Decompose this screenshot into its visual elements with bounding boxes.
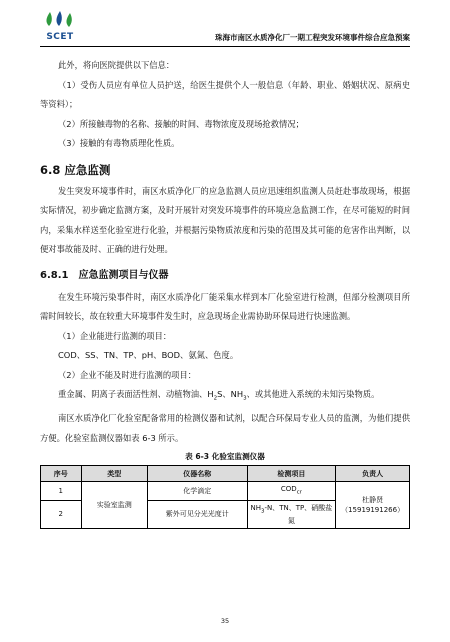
logo-text: SCET [46, 32, 74, 42]
table-header-cell: 仪器名称 [147, 466, 247, 482]
table-cell-item: $NH_3-N$、TN、TP、硝酸盐氮 [247, 500, 336, 528]
table-cell-no: 1 [41, 482, 82, 500]
section-heading-6-8-1: 6.8.1 应急监测项目与仪器 [40, 269, 169, 281]
table-caption: 表 6-3 化验室监测仪器 [185, 452, 265, 462]
table-header-cell: 负责人 [336, 466, 410, 482]
section-6-8-1-para-2: 南区水质净化厂化验室配备常用的检测仪器和试剂，以配合环保局专业人员的监测，为他们提供方便。化验室监测仪器如表 6-3 所示。 [40, 413, 410, 443]
page-number: 35 [220, 617, 230, 625]
monitor-list-2: 重金属、阴离子表面活性剂、动植物油、$H_2S$、$NH_3$、或其他进入系统的未知污染物质。 [58, 389, 380, 402]
table-cell-no: 2 [41, 500, 82, 528]
monitor-item-2: （2）企业不能及时进行监测的项目： [58, 369, 197, 380]
header-title: 珠海市南区水质净化厂一期工程突发环境事件综合应急预案 [215, 33, 410, 42]
page-body [40, 56, 410, 529]
section-6-8-body: 发生突发环境事件时，南区水质净化厂的应急监测人员应迅速组织监测人员赶赴事故现场，根据实际情况，初步确定监测方案，及时开展针对突发环境事件的环境应急监测工作，在尽可能短的时间内，采集水样送至化验室进行化验，并根据污染物质浓度和污染的范围及其可能的危害作出判断，以便对事故能及时、正确的进行处理。 [40, 185, 410, 254]
table-header-cell: 序号 [41, 466, 82, 482]
table-cell-name: 化学滴定 [147, 482, 247, 500]
table-cell-item: $COD_{cr}$ [247, 482, 336, 500]
monitor-item-1: （1）企业能进行监测的项目： [58, 330, 172, 341]
intro-line: 此外，将向医院提供以下信息： [58, 60, 175, 70]
table-cell-person: 杜静贤 （15919191266） [336, 482, 410, 529]
intro-item-3: （3）接触的有毒物质理化性质。 [58, 138, 180, 148]
table-cell-name: 紫外可见分光光度计 [147, 500, 247, 528]
table-cell-type: 实验室监测 [81, 482, 147, 529]
table-row [41, 482, 410, 500]
table-header-row [41, 466, 410, 482]
lab-instrument-table [40, 465, 410, 529]
intro-item-2: （2）所接触毒物的名称、接触的时间、毒物浓度及现场抢救情况； [58, 118, 304, 129]
monitor-list-1: COD、SS、TN、TP、pH、BOD、氨氮、色度。 [58, 350, 239, 360]
section-6-8-1-para-1: 在发生环境污染事件时，南区水质净化厂能采集水样到本厂化验室进行检测，但部分检测项目所需时间较长，故在较重大环境事件发生时，应急现场企业需协助环保局进行快速监测。 [40, 291, 410, 321]
intro-item-1: （1）受伤人员应有单位人员护送，给医生提供个人一般信息（年龄、职业、婚姻状况、原病史等资料）； [40, 79, 410, 109]
page-header [40, 10, 410, 47]
table-header-cell: 检测项目 [247, 466, 336, 482]
section-heading-6-8: 6.8 应急监测 [40, 162, 111, 177]
table-header-cell: 类型 [81, 466, 147, 482]
